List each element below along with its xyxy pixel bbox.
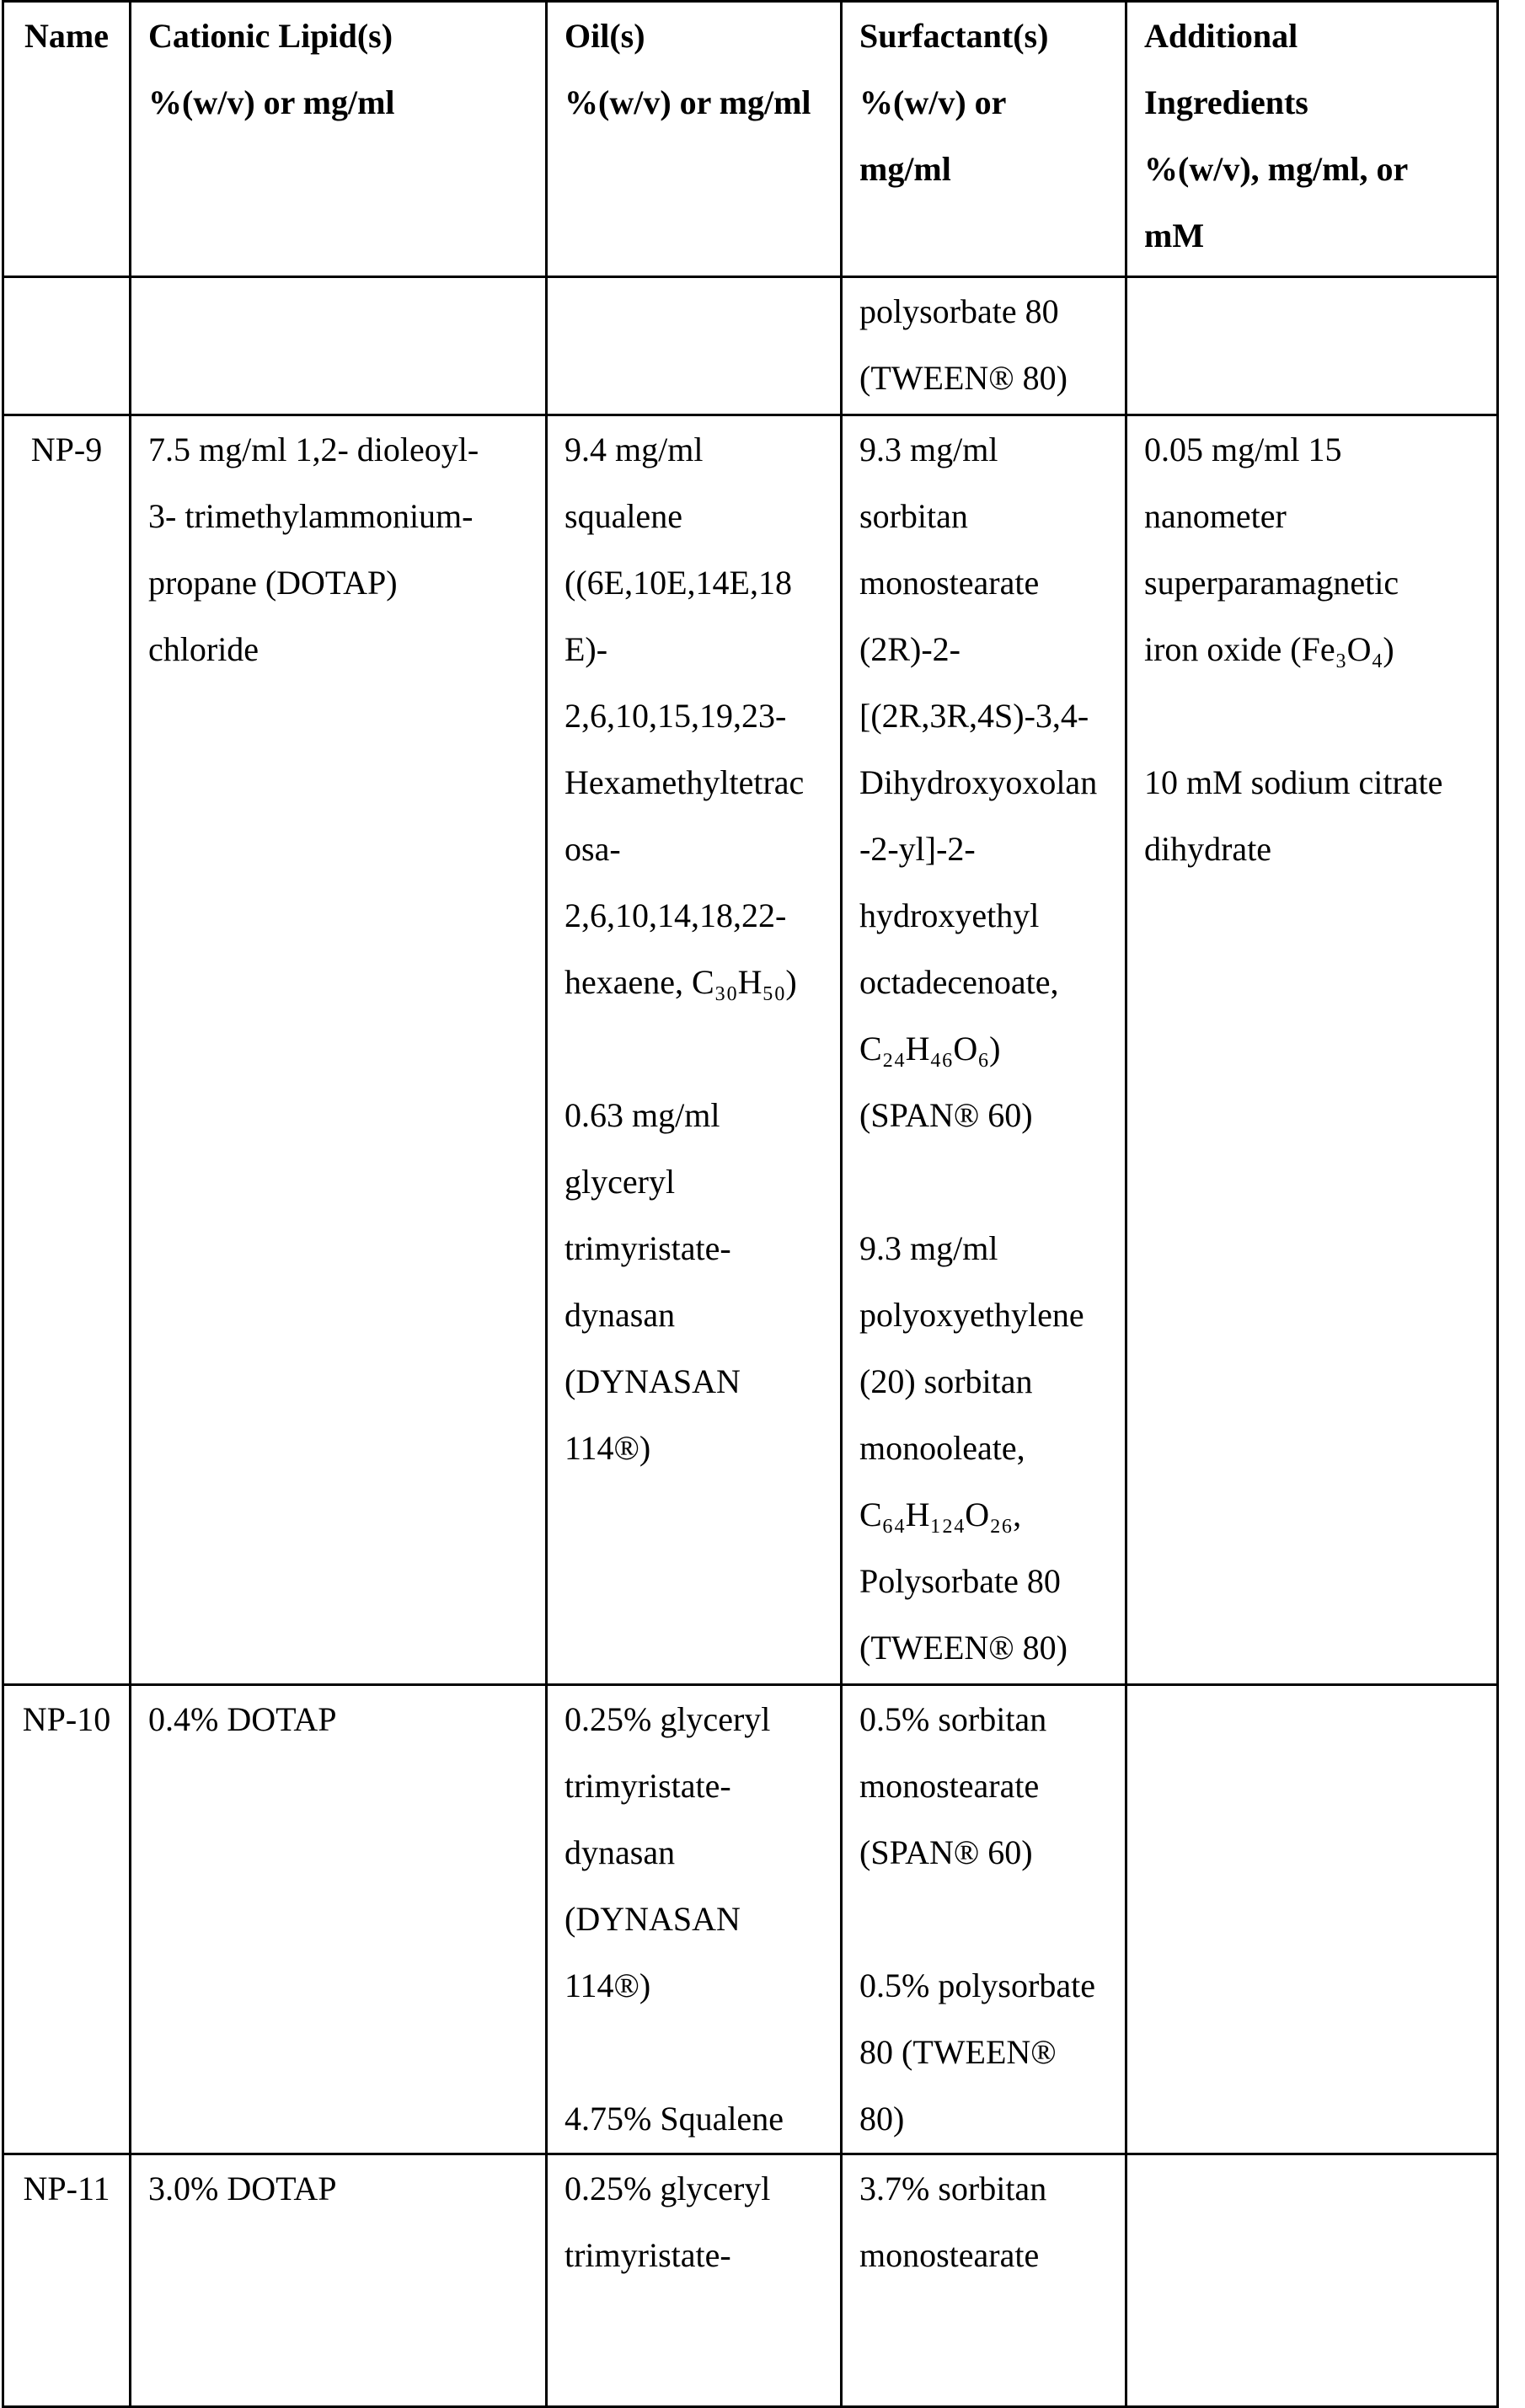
header-cationic-lipid: Cationic Lipid(s) %(w/v) or mg/ml [131, 2, 547, 277]
cell-surfactant: 3.7% sorbitan monostearate [842, 2154, 1126, 2407]
cell-cationic-lipid [131, 277, 547, 415]
header-surfactant: Surfactant(s) %(w/v) or mg/ml [842, 2, 1126, 277]
cell-additional [1126, 1685, 1498, 2154]
cell-oil: 9.4 mg/ml squalene ((6E,10E,14E,18 E)- 2,6,10,15,19,23- Hexamethyltetrac osa- 2,6,10,14,18,22- hexaene, C₃₀H₅₀) 0.63 mg/ml glyceryl trimyristate- dynasan (DYNASAN 114®) [547, 415, 842, 1685]
header-name: Name [3, 2, 131, 277]
table-row [3, 2154, 1498, 2407]
cell-surfactant: 0.5% sorbitan monostearate (SPAN® 60) 0.5% polysorbate 80 (TWEEN® 80) [842, 1685, 1126, 2154]
cell-name: NP-11 [3, 2154, 131, 2407]
cell-surfactant: polysorbate 80 (TWEEN® 80) [842, 277, 1126, 415]
table-row [3, 277, 1498, 415]
cell-oil: 0.25% glyceryl trimyristate- dynasan (DYNASAN 114®) 4.75% Squalene [547, 1685, 842, 2154]
cell-additional [1126, 277, 1498, 415]
cell-cationic-lipid: 0.4% DOTAP [131, 1685, 547, 2154]
cell-cationic-lipid: 7.5 mg/ml 1,2- dioleoyl- 3- trimethylammonium- propane (DOTAP) chloride [131, 415, 547, 1685]
cell-oil [547, 277, 842, 415]
table-row [3, 415, 1498, 1685]
formulation-table [2, 0, 1499, 2408]
cell-oil: 0.25% glyceryl trimyristate- [547, 2154, 842, 2407]
cell-name: NP-10 [3, 1685, 131, 2154]
table-row [3, 1685, 1498, 2154]
cell-additional: 0.05 mg/ml 15 nanometer superparamagnetic iron oxide (Fe₃O₄) 10 mM sodium citrate dihydrate [1126, 415, 1498, 1685]
cell-cationic-lipid: 3.0% DOTAP [131, 2154, 547, 2407]
cell-additional [1126, 2154, 1498, 2407]
cell-surfactant: 9.3 mg/ml sorbitan monostearate (2R)-2- [(2R,3R,4S)-3,4- Dihydroxyoxolan -2-yl]-2- hydroxyethyl octadecenoate, C₂₄H₄₆O₆) (SPAN® 60) 9.3 mg/ml polyoxyethylene (20) sorbitan monooleate, C₆₄H₁₂₄O₂₆, Polysorbate 80 (TWEEN® 80) [842, 415, 1126, 1685]
header-oil: Oil(s) %(w/v) or mg/ml [547, 2, 842, 277]
header-additional-ingredients: Additional Ingredients %(w/v), mg/ml, or mM [1126, 2, 1498, 277]
header-row [3, 2, 1498, 277]
cell-name [3, 277, 131, 415]
cell-name: NP-9 [3, 415, 131, 1685]
